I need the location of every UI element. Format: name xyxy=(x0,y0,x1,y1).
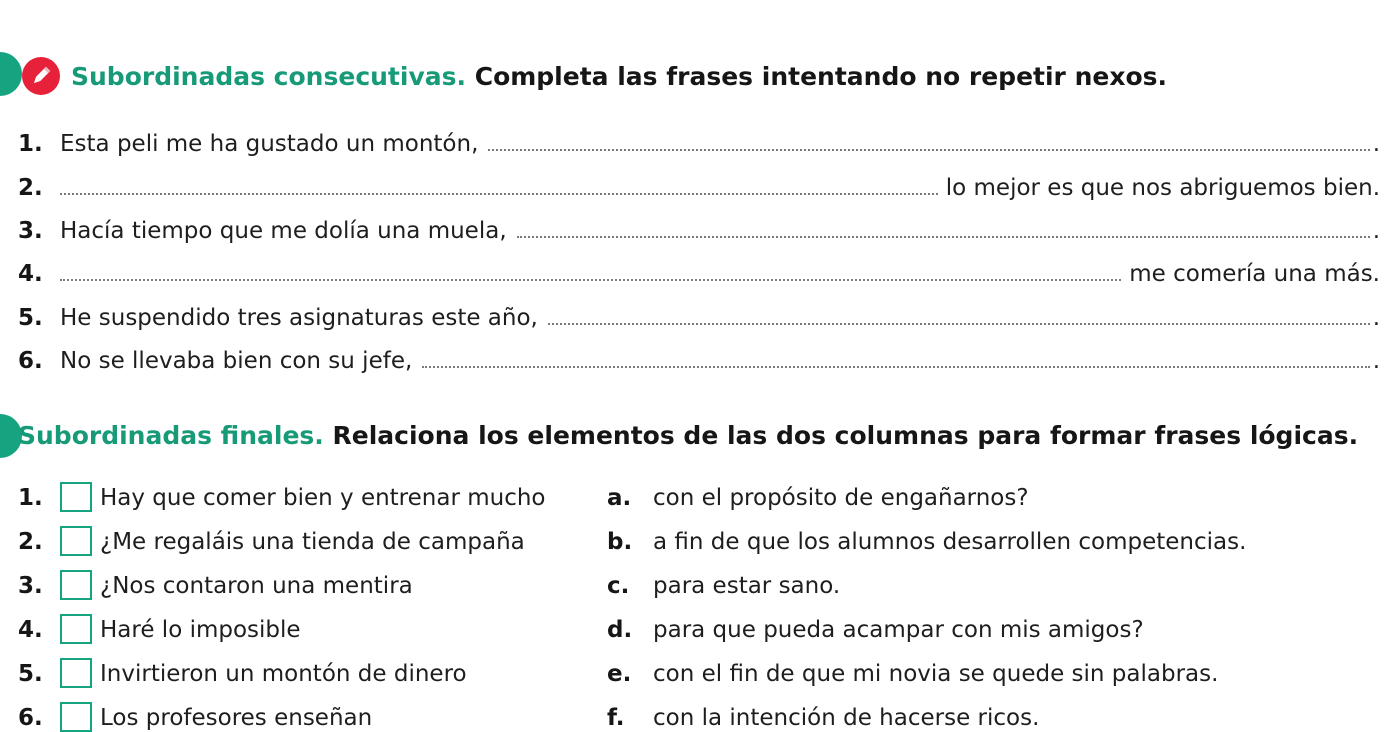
left-item-6 xyxy=(18,700,372,730)
right-item-text: para estar sano. xyxy=(653,573,841,599)
section2-title-instructions: Relaciona los elementos de las dos columnas para formar frases lógicas. xyxy=(332,421,1359,450)
section-tab-marker xyxy=(0,52,22,96)
item-number: 2. xyxy=(18,529,43,555)
left-item-1 xyxy=(18,480,546,510)
fill-sentence-4 xyxy=(18,250,1380,286)
left-item-5 xyxy=(18,656,467,686)
pencil-icon xyxy=(22,57,60,95)
answer-blank[interactable] xyxy=(517,235,1370,238)
sentence-end: . xyxy=(1372,305,1380,331)
answer-blank[interactable] xyxy=(488,148,1370,151)
right-item-text: para que pueda acampar con mis amigos? xyxy=(653,617,1144,643)
left-item-text: Hay que comer bien y entrenar mucho xyxy=(100,485,546,511)
item-number: 4. xyxy=(18,617,43,643)
answer-blank[interactable] xyxy=(60,278,1121,281)
right-item-b xyxy=(607,524,1246,554)
item-number: 1. xyxy=(18,131,43,157)
fill-sentence-6 xyxy=(18,337,1380,373)
right-item-text: a fin de que los alumnos desarrollen competencias. xyxy=(653,529,1247,555)
sentence-end: . xyxy=(1372,131,1380,157)
right-item-a xyxy=(607,480,1029,510)
answer-checkbox[interactable] xyxy=(60,482,92,512)
item-number: 1. xyxy=(18,485,43,511)
answer-checkbox[interactable] xyxy=(60,702,92,732)
left-item-text: Haré lo imposible xyxy=(100,617,301,643)
item-number: 4. xyxy=(18,261,43,287)
fill-sentence-3 xyxy=(18,207,1380,243)
answer-blank[interactable] xyxy=(60,192,938,195)
item-number: 2. xyxy=(18,175,43,201)
fill-sentence-2 xyxy=(18,164,1380,200)
right-item-text: con la intención de hacerse ricos. xyxy=(653,705,1040,731)
answer-checkbox[interactable] xyxy=(60,526,92,556)
fill-sentence-1 xyxy=(18,120,1380,156)
sentence-text: No se llevaba bien con su jefe, xyxy=(60,348,413,374)
sentence-text: Hacía tiempo que me dolía una muela, xyxy=(60,218,507,244)
left-item-text: ¿Me regaláis una tienda de campaña xyxy=(100,529,525,555)
right-item-d xyxy=(607,612,1144,642)
item-number: 3. xyxy=(18,573,43,599)
item-number: 5. xyxy=(18,661,43,687)
left-item-4 xyxy=(18,612,301,642)
left-item-text: ¿Nos contaron una mentira xyxy=(100,573,413,599)
right-item-text: con el fin de que mi novia se quede sin palabras. xyxy=(653,661,1219,687)
answer-checkbox[interactable] xyxy=(60,658,92,688)
left-item-text: Invirtieron un montón de dinero xyxy=(100,661,467,687)
right-item-f xyxy=(607,700,1039,730)
right-item-text: con el propósito de engañarnos? xyxy=(653,485,1029,511)
sentence-end: . xyxy=(1372,218,1380,244)
item-letter: a. xyxy=(607,485,632,511)
section2-heading xyxy=(18,423,1358,448)
left-item-text: Los profesores enseñan xyxy=(100,705,373,731)
answer-checkbox[interactable] xyxy=(60,570,92,600)
sentence-text: lo mejor es que nos abriguemos bien. xyxy=(945,175,1380,201)
section1-title-green: Subordinadas consecutivas. xyxy=(71,62,466,91)
sentence-text: Esta peli me ha gustado un montón, xyxy=(60,131,479,157)
sentence-text: He suspendido tres asignaturas este año, xyxy=(60,305,538,331)
item-number: 5. xyxy=(18,305,43,331)
item-letter: f. xyxy=(607,705,625,731)
sentence-end: . xyxy=(1372,348,1380,374)
item-letter: c. xyxy=(607,573,630,599)
item-number: 6. xyxy=(18,705,43,731)
section1-title-instructions: Completa las frases intentando no repetir nexos. xyxy=(474,62,1168,91)
section1-heading xyxy=(71,64,1167,89)
left-item-2 xyxy=(18,524,525,554)
answer-blank[interactable] xyxy=(422,365,1370,368)
answer-blank[interactable] xyxy=(548,322,1370,325)
item-letter: e. xyxy=(607,661,632,687)
left-item-3 xyxy=(18,568,413,598)
sentence-text: me comería una más. xyxy=(1129,261,1380,287)
item-letter: d. xyxy=(607,617,633,643)
item-letter: b. xyxy=(607,529,633,555)
answer-checkbox[interactable] xyxy=(60,614,92,644)
item-number: 3. xyxy=(18,218,43,244)
section2-title-green: Subordinadas finales. xyxy=(18,421,324,450)
right-item-c xyxy=(607,568,840,598)
fill-sentence-5 xyxy=(18,294,1380,330)
item-number: 6. xyxy=(18,348,43,374)
right-item-e xyxy=(607,656,1218,686)
